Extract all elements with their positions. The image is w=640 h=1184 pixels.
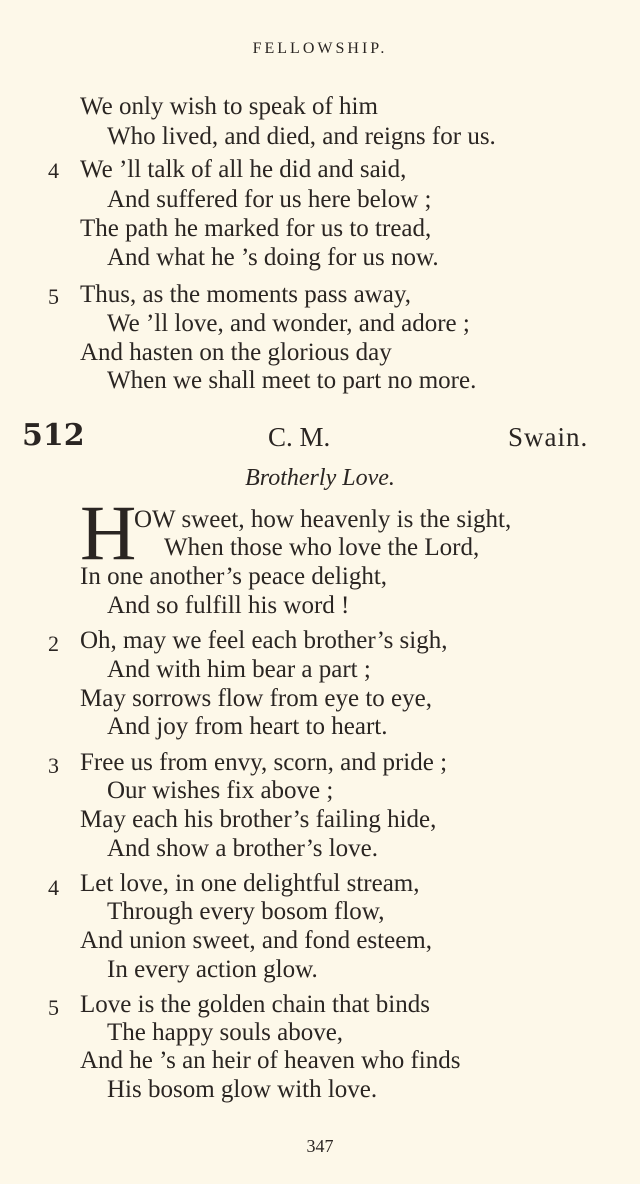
verse-line: Through every bosom flow, xyxy=(107,898,385,925)
verse-line: Our wishes fix above ; xyxy=(107,777,334,804)
stanza-number: 3 xyxy=(48,753,59,778)
verse-line: Oh, may we feel each brother’s sigh, xyxy=(80,627,448,654)
hymn-subtitle: Brotherly Love. xyxy=(245,465,395,491)
verse-line: And suffered for us here below ; xyxy=(107,186,432,213)
hymn-tune: Swain. xyxy=(508,422,589,452)
verse-line: When those who love the Lord, xyxy=(164,534,480,561)
hymn-meter: C. M. xyxy=(268,422,331,452)
verse-line: Free us from envy, scorn, and pride ; xyxy=(80,749,448,776)
verse-line: In one another’s peace delight, xyxy=(80,563,388,590)
page-number: 347 xyxy=(306,1136,334,1156)
stanza-number: 4 xyxy=(48,158,59,183)
verse-line: The path he marked for us to tread, xyxy=(80,215,432,242)
verse-line: May each his brother’s failing hide, xyxy=(80,806,437,833)
verse-line: When we shall meet to part no more. xyxy=(107,367,477,394)
verse-line: His bosom glow with love. xyxy=(107,1076,378,1103)
verse-line: May sorrows flow from eye to eye, xyxy=(80,685,432,712)
verse-line: In every action glow. xyxy=(107,956,318,983)
verse-line: We ’ll love, and wonder, and adore ; xyxy=(107,310,470,337)
verse-line: The happy souls above, xyxy=(107,1019,344,1046)
verse-line: Love is the golden chain that binds xyxy=(80,991,430,1018)
verse-line: And he ’s an heir of heaven who finds xyxy=(80,1047,461,1074)
verse-line: Thus, as the moments pass away, xyxy=(80,281,411,308)
stanza-number: 4 xyxy=(48,875,59,900)
drop-cap: H xyxy=(80,489,135,576)
verse-line: And what he ’s doing for us now. xyxy=(107,244,439,271)
stanza-number: 5 xyxy=(48,995,59,1020)
verse-line: And with him bear a part ; xyxy=(107,656,371,683)
verse-line: Let love, in one delightful stream, xyxy=(80,870,420,897)
hymn-number: 512 xyxy=(22,418,85,453)
stanza-number: 5 xyxy=(48,284,59,309)
stanza-number: 2 xyxy=(48,631,59,656)
running-header: FELLOWSHIP. xyxy=(252,40,388,57)
verse-line: We ’ll talk of all he did and said, xyxy=(80,156,407,183)
verse-line: And so fulfill his word ! xyxy=(107,592,350,619)
verse-line: Who lived, and died, and reigns for us. xyxy=(107,123,496,150)
verse-line: And union sweet, and fond esteem, xyxy=(80,927,433,954)
verse-line: And joy from heart to heart. xyxy=(107,713,388,740)
verse-line: We only wish to speak of him xyxy=(80,93,378,120)
verse-line: OW sweet, how heavenly is the sight, xyxy=(134,506,512,533)
verse-line: And show a brother’s love. xyxy=(107,835,379,862)
verse-line: And hasten on the glorious day xyxy=(80,339,392,366)
